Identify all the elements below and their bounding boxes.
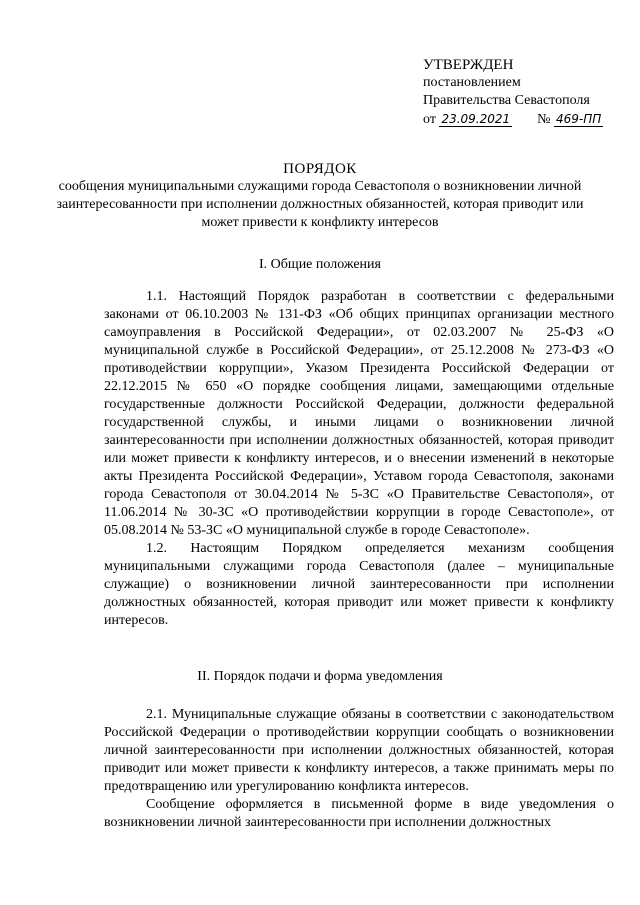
section-1-body xyxy=(104,288,614,630)
section-1-heading: I. Общие положения xyxy=(259,257,381,272)
paragraph-1-2: 1.2. Настоящим Порядком определяется механизм сообщения муниципальными служащими города Севастополя (далее – муниципальные служащие) о возникновении личной заинтересованности при исполнении должностных обязанностей, которая приводит или может привести к конфликту интересов. xyxy=(104,541,614,628)
number-value: 469-ПП xyxy=(556,112,602,126)
date-prefix: от xyxy=(423,112,436,127)
date-value: 23.09.2021 xyxy=(441,112,511,126)
approval-stamp xyxy=(423,56,638,129)
paragraph-2-2: Сообщение оформляется в письменной форме в виде уведомления о возникновении личной заинтересованности при исполнении должностных xyxy=(104,797,614,830)
section-2-body xyxy=(104,706,614,832)
document-title: ПОРЯДОК xyxy=(283,161,357,177)
approval-line-1: постановлением xyxy=(423,75,521,90)
section-2-heading: II. Порядок подачи и форма уведомления xyxy=(197,669,443,684)
paragraph-1-1: 1.1. Настоящий Порядок разработан в соответствии с федеральными законами от 06.10.2003 № 131-ФЗ «Об общих принципах организации местного самоуправления в Российской Федерации», от 02.03.2007 № 25-ФЗ «О муниципальной службе в Российской Федерации», от 25.12.2008 № 273-ФЗ «О противодействии коррупции», Указом Президента Российской Федерации от 22.12.2015 № 650 «О порядке сообщения лицами, замещающими отдельные государственные должности Российской Федерации, должности федеральной государственной службы, и иными лицами о возникновении личной заинтересованности при исполнении должностных обязанностей, которая приводит или может привести к конфликту интересов, и о внесении изменений в некоторые акты Президента Российской Федерации», Уставом города Севастополя, законами города Севастополя от 30.04.2014 № 5-ЗС «О Правительстве Севастополя», от 11.06.2014 № 30-ЗС «О противодействии коррупции в городе Севастополе», от 05.08.2014 № 53-ЗС «О муниципальной службе в городе Севастополе». xyxy=(104,289,614,538)
document-subtitle: сообщения муниципальными служащими города Севастополя о возникновении личной заинтересованности при исполнении должностных обязанностей, которая приводит или может привести к конфликту интересов xyxy=(56,179,584,230)
approval-title: УТВЕРЖДЕН xyxy=(423,57,514,73)
paragraph-2-1: 2.1. Муниципальные служащие обязаны в соответствии с законодательством Российской Федерации о противодействии коррупции сообщать о возникновении личной заинтересованности при исполнении должностных обязанностей, которая приводит или может привести к конфликту интересов, а также принимать меры по предотвращению или урегулированию конфликта интересов. xyxy=(104,707,614,794)
number-prefix: № xyxy=(537,112,551,127)
approval-date-line xyxy=(423,110,638,129)
approval-line-2: Правительства Севастополя xyxy=(423,93,590,108)
document-title-block xyxy=(0,160,640,232)
